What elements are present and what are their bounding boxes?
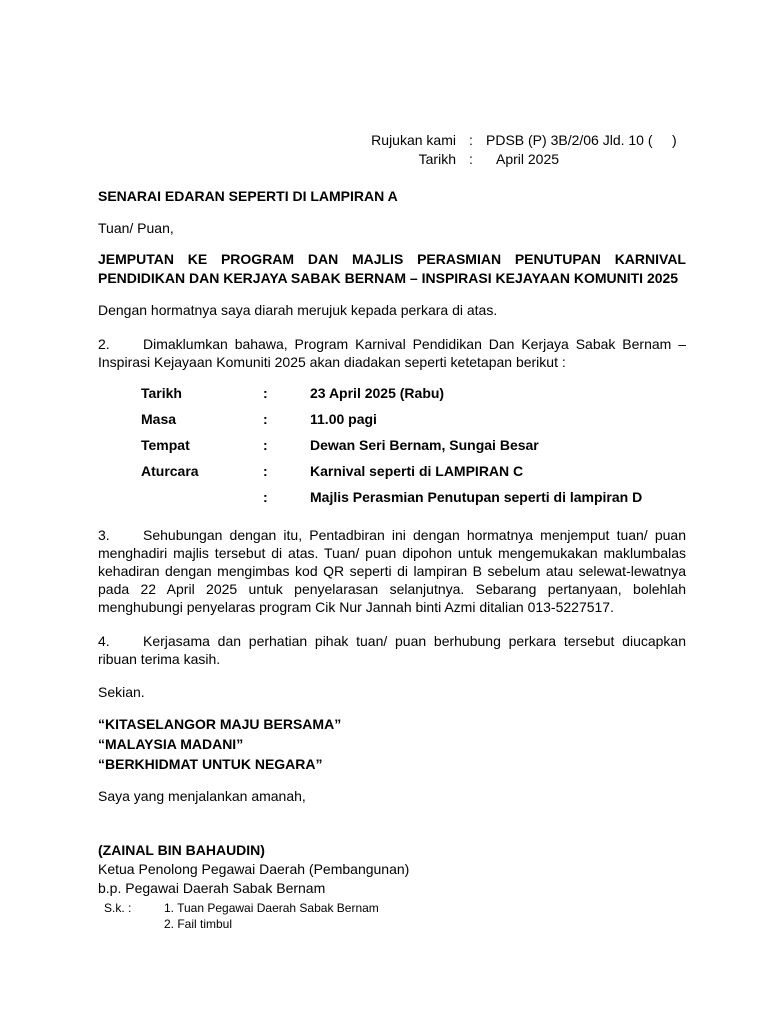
copy-to-spacer <box>104 916 164 932</box>
salutation: Tuan/ Puan, <box>98 220 174 236</box>
copy-to-block <box>104 900 379 932</box>
closing: Sekian. <box>98 684 145 700</box>
slogan-line: “KITASELANGOR MAJU BERSAMA” <box>98 716 342 732</box>
detail-label: Masa <box>141 411 177 427</box>
copy-to-row <box>104 900 379 916</box>
detail-colon: : <box>263 411 268 427</box>
opening-paragraph: Dengan hormatnya saya diarah merujuk kepada perkara di atas. <box>98 302 498 318</box>
paragraph-3-text: Sehubungan dengan itu, Pentadbiran ini dengan hormatnya menjemput tuan/ puan menghadiri majlis tersebut di atas. Tuan/ puan dipohon untuk mengemukakan maklumbalas kehadiran dengan mengimbas kod QR seperti di lampiran B sebelum atau selewat-lewatnya pada 22 April 2025 untuk penyelarasan selanjutnya. Sebarang pertanyaan, bolehlah menghubungi penyelaras program Cik Nur Jannah binti Azmi ditalian 013-5227517. <box>98 527 686 615</box>
date-row <box>360 150 700 169</box>
detail-colon: : <box>263 437 268 453</box>
paragraph-4-number: 4. <box>98 633 110 649</box>
detail-value: 11.00 pagi <box>310 411 377 427</box>
detail-colon: : <box>263 463 268 479</box>
detail-label: Tarikh <box>141 385 182 401</box>
reference-value: PDSB (P) 3B/2/06 Jld. 10 ( ) <box>486 132 677 148</box>
paragraph-2 <box>98 335 686 371</box>
event-details <box>141 385 686 515</box>
date-value: April 2025 <box>496 151 560 167</box>
copy-to-label: S.k. : <box>104 901 132 915</box>
paragraph-4 <box>98 632 686 668</box>
copy-to-item: 2. Fail timbul <box>164 917 233 931</box>
detail-label: Tempat <box>141 437 190 453</box>
slogan-line: “MALAYSIA MADANI” <box>98 736 244 752</box>
slogan-line: “BERKHIDMAT UNTUK NEGARA” <box>98 756 323 772</box>
detail-value: Dewan Seri Bernam, Sungai Besar <box>310 437 539 453</box>
detail-row-date <box>141 385 686 411</box>
date-colon: : <box>469 151 473 167</box>
reference-colon: : <box>469 132 473 148</box>
detail-colon: : <box>263 385 268 401</box>
signatory-title: Ketua Penolong Pegawai Daerah (Pembangunan) <box>98 861 410 877</box>
copy-to-item: 1. Tuan Pegawai Daerah Sabak Bernam <box>164 901 379 915</box>
trust-line: Saya yang menjalankan amanah, <box>98 788 306 804</box>
detail-value: Karnival seperti di LAMPIRAN C <box>310 463 524 479</box>
slogans <box>98 714 341 774</box>
paragraph-4-text: Kerjasama dan perhatian pihak tuan/ puan berhubung perkara tersebut diucapkan ribuan terima kasih. <box>98 633 686 667</box>
reference-label: Rujukan kami <box>371 132 456 148</box>
detail-row-time <box>141 411 686 437</box>
reference-row <box>360 131 700 150</box>
detail-row-ceremony <box>141 489 686 515</box>
signatory-on-behalf: b.p. Pegawai Daerah Sabak Bernam <box>98 880 326 896</box>
detail-colon: : <box>263 489 268 505</box>
recipient: SENARAI EDARAN SEPERTI DI LAMPIRAN A <box>98 188 398 204</box>
detail-label: Aturcara <box>141 463 199 479</box>
reference-block <box>360 131 700 169</box>
detail-row-venue <box>141 437 686 463</box>
paragraph-3-number: 3. <box>98 527 110 543</box>
signatory-name: (ZAINAL BIN BAHAUDIN) <box>98 842 265 858</box>
detail-row-programme <box>141 463 686 489</box>
date-label: Tarikh <box>418 151 456 167</box>
copy-to-row <box>104 916 379 932</box>
paragraph-2-text: Dimaklumkan bahawa, Program Karnival Pendidikan Dan Kerjaya Sabak Bernam – Inspirasi Kejayaan Komuniti 2025 akan diadakan seperti ketetapan berikut : <box>98 336 686 370</box>
paragraph-2-number: 2. <box>98 336 110 352</box>
subject-heading: JEMPUTAN KE PROGRAM DAN MAJLIS PERASMIAN PENUTUPAN KARNIVAL PENDIDIKAN DAN KERJAYA SABAK BERNAM – INSPIRASI KEJAYAAN KOMUNITI 2025 <box>98 251 686 286</box>
detail-value: Majlis Perasmian Penutupan seperti di lampiran D <box>310 489 643 505</box>
detail-value: 23 April 2025 (Rabu) <box>310 385 445 401</box>
paragraph-3 <box>98 526 686 616</box>
